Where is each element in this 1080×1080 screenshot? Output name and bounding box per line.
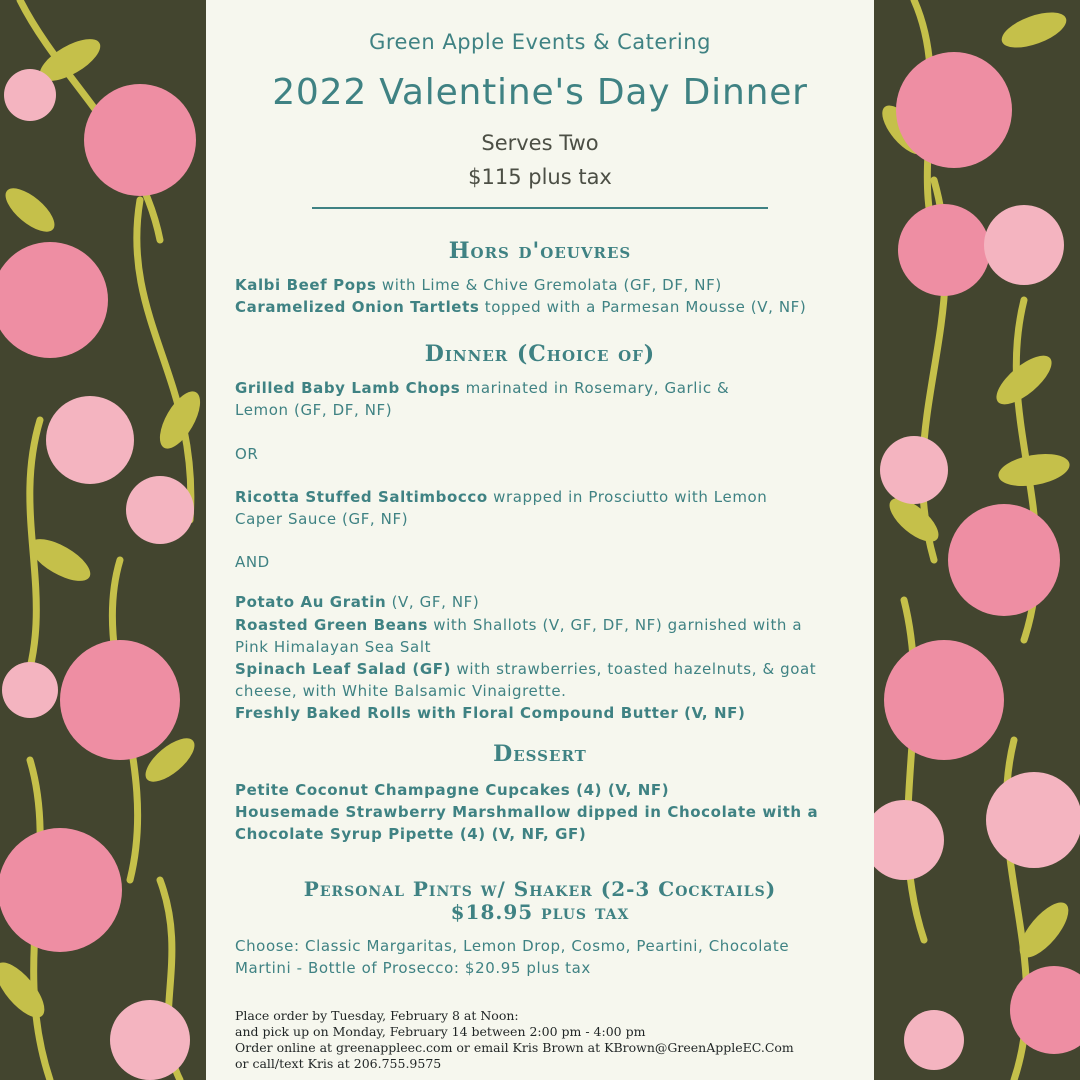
floral-border-left [0, 0, 206, 1080]
floral-pattern-left [0, 0, 206, 1080]
order-contact: Order online at greenappleec.com or email Kris Brown at KBrown@GreenAppleEC.Com [235, 1040, 794, 1055]
menu-item-lamb [235, 377, 845, 399]
item-name: Chocolate Syrup Pipette (4) (V, NF, GF) [235, 825, 587, 843]
and-separator: AND [235, 553, 270, 571]
item-name: Petite Coconut Champagne Cupcakes (4) (V, NF) [235, 781, 670, 799]
menu-item-marshmallow [235, 801, 845, 823]
item-desc: with Shallots (V, GF, DF, NF) garnished with a [427, 616, 803, 634]
item-desc-continued: Lemon (GF, DF, NF) [235, 401, 393, 419]
floral-border-right [874, 0, 1080, 1080]
item-name: Spinach Leaf Salad (GF) [235, 660, 452, 678]
or-separator: OR [235, 445, 259, 463]
price-text: $115 plus tax [468, 165, 612, 189]
item-desc: with Lime & Chive Gremolata (GF, DF, NF) [376, 276, 722, 294]
menu-item-rolls [235, 702, 845, 724]
serves-text: Serves Two [481, 131, 599, 155]
item-desc: with strawberries, toasted hazelnuts, & goat [451, 660, 817, 678]
order-deadline: Place order by Tuesday, February 8 at Noon: [235, 1008, 519, 1023]
menu-item-cupcakes [235, 779, 845, 801]
item-name: Housemade Strawberry Marshmallow dipped in Chocolate with a [235, 803, 819, 821]
menu-card [206, 0, 874, 1080]
phone-contact: or call/text Kris at 206.755.9575 [235, 1056, 442, 1071]
section-heading-dinner: Dinner (Choice of) [424, 341, 656, 367]
section-heading-hors: Hors d'oeuvres [448, 238, 632, 264]
menu-item-salad [235, 658, 845, 680]
section-heading-pints: Personal Pints w/ Shaker (2-3 Cocktails) [303, 877, 777, 901]
item-name: Ricotta Stuffed Saltimbocco [235, 488, 488, 506]
item-desc: topped with a Parmesan Mousse (V, NF) [479, 298, 807, 316]
item-desc-continued: Pink Himalayan Sea Salt [235, 638, 432, 656]
menu-item [235, 296, 845, 318]
pickup-info: and pick up on Monday, February 14 between 2:00 pm - 4:00 pm [235, 1024, 646, 1039]
item-name: Freshly Baked Rolls with Floral Compound Butter (V, NF) [235, 704, 746, 722]
menu-item-ricotta [235, 486, 845, 508]
menu-title: 2022 Valentine's Day Dinner [272, 72, 808, 113]
company-name: Green Apple Events & Catering [369, 30, 711, 54]
item-desc: wrapped in Prosciutto with Lemon [487, 488, 768, 506]
item-name: Kalbi Beef Pops [235, 276, 377, 294]
item-desc-continued: Caper Sauce (GF, NF) [235, 510, 409, 528]
menu-item-potato [235, 591, 845, 613]
order-info [235, 1008, 865, 1072]
item-name: Caramelized Onion Tartlets [235, 298, 480, 316]
pints-price: $18.95 plus tax [450, 900, 630, 924]
item-name: Roasted Green Beans [235, 616, 428, 634]
menu-item [235, 274, 845, 296]
item-desc-continued [235, 823, 845, 845]
pints-options: Choose: Classic Margaritas, Lemon Drop, Cosmo, Peartini, Chocolate [235, 937, 790, 955]
item-name: Potato Au Gratin [235, 593, 387, 611]
menu-item-beans [235, 614, 845, 636]
item-name: Grilled Baby Lamb Chops [235, 379, 461, 397]
divider [312, 207, 768, 209]
pints-options-continued: Martini - Bottle of Prosecco: $20.95 plus tax [235, 959, 591, 977]
item-desc: (V, GF, NF) [386, 593, 480, 611]
item-desc: marinated in Rosemary, Garlic & [460, 379, 730, 397]
item-desc-continued: cheese, with White Balsamic Vinaigrette. [235, 682, 567, 700]
section-heading-dessert: Dessert [493, 741, 587, 767]
floral-pattern-right [874, 0, 1080, 1080]
